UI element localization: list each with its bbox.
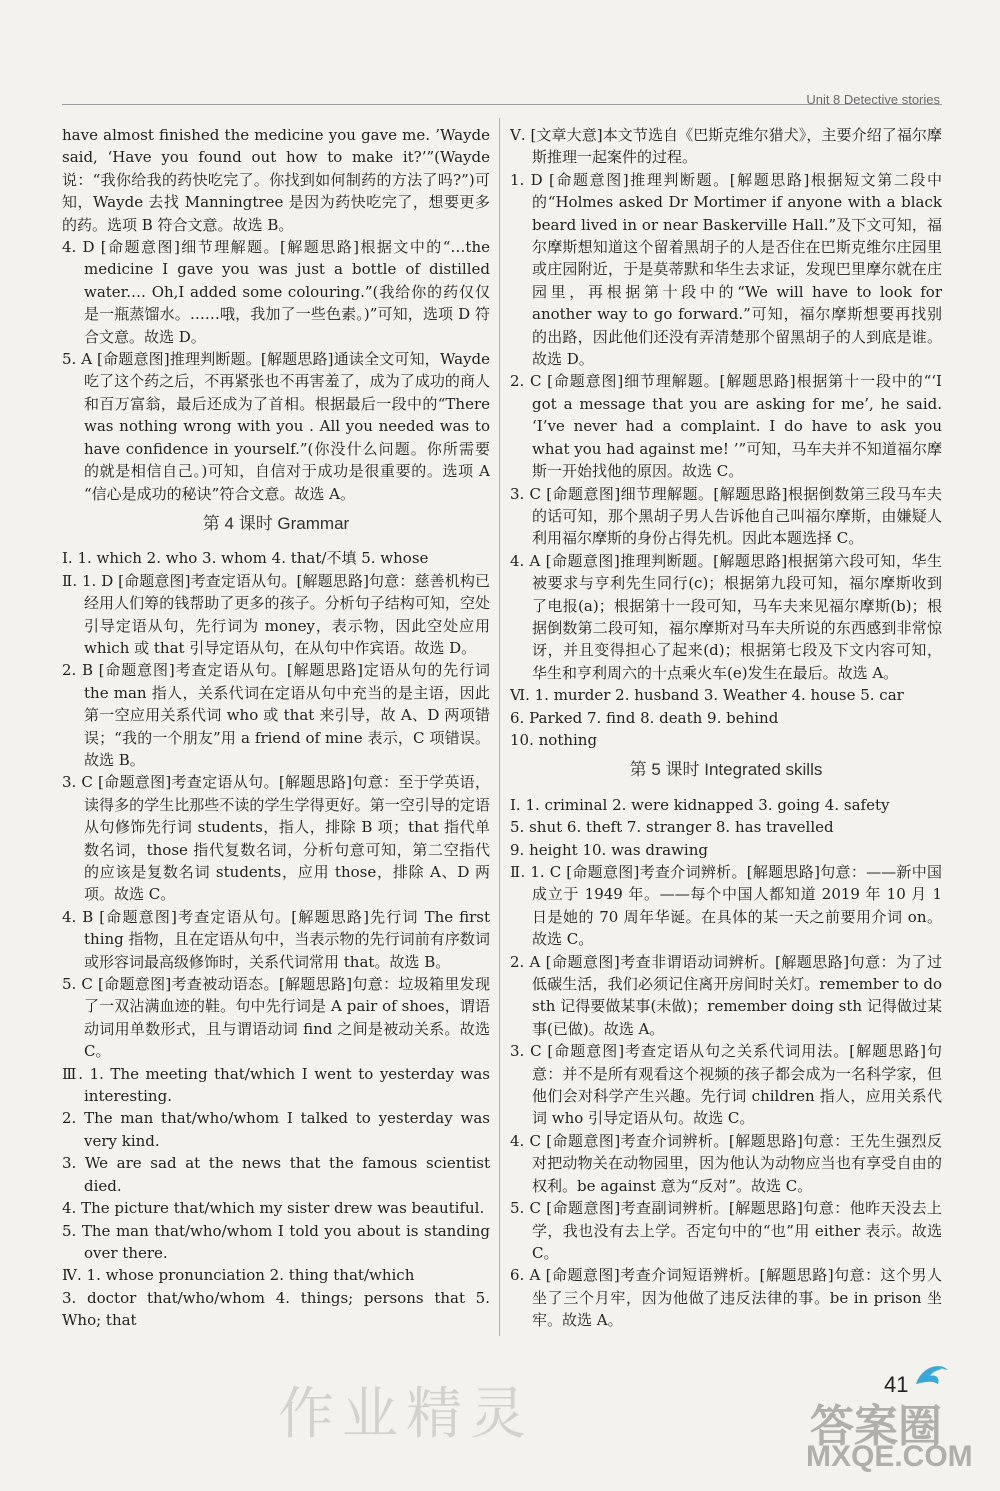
header-rule bbox=[62, 104, 942, 105]
answer-item: 9. height 10. was drawing bbox=[510, 840, 708, 859]
exercise-section: Ⅵ. 1. murder 2. husband 3. Weather 4. house 5. car bbox=[510, 686, 904, 705]
exercise-section: Ⅰ. 1. criminal 2. were kidnapped 3. going 4. safety bbox=[510, 795, 890, 814]
answer-item: 1. D [命题意图]推理判断题。[解题思路]根据短文第二段中的“Holmes asked Dr Mortimer if anyone with a black beard lived in or near Baskerville Hall.”及下文可知，福尔摩斯想知道这个留着黑胡子的人是否住在巴斯克维尔庄园里或庄园附近，于是莫蒂默和华生去求证，发现巴里摩尔就在庄园里，再根据第十段中的“We will have to look for another way to go forward.”可知，福尔摩斯想要再找别的出路，因此他们还没有弄清楚那个留黑胡子的人到底是谁。故选 D。 bbox=[510, 170, 942, 369]
answer-item: 2. The man that/who/whom I talked to yesterday was very kind. bbox=[62, 1109, 490, 1150]
running-header: Unit 8 Detective stories bbox=[806, 92, 940, 107]
exercise-section: Ⅱ. 1. D [命题意图]考查定语从句。[解题思路]句意：慈善机构已经用人们筹的钱帮助了更多的孩子。分析句子结构可知，空处引导定语从句，先行词为 money，表示物，因此空处应用 which 或 that 引导定语从句，在从句中作宾语。故选 D。 bbox=[62, 571, 490, 657]
stamp-logo: 答案圈 bbox=[810, 1401, 942, 1452]
exercise-section: Ⅲ. 1. The meeting that/which I went to yesterday was interesting. bbox=[62, 1064, 490, 1106]
answer-item: 3. C [命题意图]细节理解题。[解题思路]根据倒数第三段马车夫的话可知，那个黑胡子男人告诉他自己叫福尔摩斯，由嫌疑人利用福尔摩斯的身份占得先机。因此本题选择 C。 bbox=[510, 484, 942, 548]
answer-item: 3. C [命题意图]考查定语从句之关系代词用法。[解题思路]句意：并不是所有观看这个视频的孩子都会成为一名科学家，但他们会对科学产生兴趣。先行词 children 指人，应用关系代词 who 引导定语从句。故选 C。 bbox=[510, 1042, 942, 1128]
answer-item: 2. A [命题意图]考查非谓语动词辨析。[解题思路]句意：为了过低碳生活，我们必须记住离开房间时关灯。remember to do sth 记得要做某事(未做)；remember doing sth 记得做过某事(已做)。故选 A。 bbox=[510, 952, 942, 1038]
answer-item: 5. C [命题意图]考查被动语态。[解题思路]句意：垃圾箱里发现了一双沾满血迹的鞋。句中先行词是 A pair of shoes，谓语动词用单数形式，且与谓语动词 find 之间是被动关系。故选 C。 bbox=[62, 975, 490, 1061]
answer-item: 5. A [命题意图]推理判断题。[解题思路]通读全文可知，Wayde 吃了这个药之后，不再紧张也不再害羞了，成为了成功的商人和百万富翁，最后还成为了首相。根据最后一段中的“There was nothing wrong with you . All you needed was to have confidence in yourself.”(你没什么问题。你所需要的就是相信自己。)可知，自信对于成功是很重要的。选项 A “信心是成功的秘诀”符合文意。故选 A。 bbox=[62, 350, 490, 503]
answer-item: 4. C [命题意图]考查介词辨析。[解题思路]句意：王先生强烈反对把动物关在动物园里，因为他认为动物应当也有享受自由的权利。be against 意为“反对”。故选 C。 bbox=[510, 1131, 942, 1195]
answer-item: 4. The picture that/which my sister drew was beautiful. bbox=[62, 1199, 485, 1218]
section-title: 第 4 课时 Grammar bbox=[202, 513, 350, 533]
exercise-section: Ⅰ. 1. which 2. who 3. whom 4. that/不填 5. whose bbox=[62, 549, 429, 568]
column-divider bbox=[499, 118, 500, 1336]
answer-item: have almost finished the medicine you gave me. ’Wayde said, ‘Have you found out how to make it?’”(Wayde 说：“我你给我的药快吃完了。你找到如何制药的方法了吗?”)可知，Wayde 去找 Manningtree 是因为药快吃完了，想要更多的药。选项 B 符合文意。故选 B。 bbox=[62, 126, 490, 234]
answer-item: 2. B [命题意图]考查定语从句。[解题思路]定语从句的先行词 the man 指人，关系代词在定语从句中充当的是主语，因此第一空应用关系代词 who 或 that 来引导，故 A、D 两项错误；“我的一个朋友”用 a friend of mine 表示，C 项错误。故选 B。 bbox=[62, 661, 490, 769]
answer-item: 4. A [命题意图]推理判断题。[解题思路]根据第六段可知，华生被要求与亨利先生同行(c)；根据第九段可知，福尔摩斯收到了电报(a)；根据第十一段可知，马车夫来见福尔摩斯(b)；根据倒数第二段可知，福尔摩斯对马车夫所说的东西感到非常惊讶，并且变得担心了起来(d)；根据第七段及下文内容可知，华生和亨利周六的十点乘火车(e)发生在最后。故选 A。 bbox=[510, 551, 942, 682]
answer-item: 3. doctor that/who/whom 4. things; persons that 5. Who; that bbox=[62, 1288, 490, 1330]
answer-item: 5. The man that/who/whom I told you about is standing over there. bbox=[62, 1221, 490, 1262]
exercise-section: Ⅱ. 1. C [命题意图]考查介词辨析。[解题思路]句意：——新中国成立于 1949 年。——每个中国人都知道 2019 年 10 月 1 日是她的 70 周年华诞。在具体的某一天之前要用介词 on。故选 C。 bbox=[510, 863, 942, 949]
answer-item: 10. nothing bbox=[510, 730, 598, 749]
answer-item: 4. B [命题意图]考查定语从句。[解题思路]先行词 The first thing 指物，且在定语从句中，当表示物的先行词前有序数词或形容词最高级修饰时，关系代词常用 that。故选 B。 bbox=[62, 907, 490, 971]
answer-item: 5. C [命题意图]考查副词辨析。[解题思路]句意：他昨天没去上学，我也没有去上学。否定句中的“也”用 either 表示。故选 C。 bbox=[510, 1199, 942, 1262]
answer-item: 3. We are sad at the news that the famous scientist died. bbox=[62, 1154, 490, 1195]
answer-item: 4. D [命题意图]细节理解题。[解题思路]根据文中的“…the medicine I gave you was just a bottle of distilled water.… Oh,I added some colouring.”(我给你的药仅仅是一瓶蒸馏水。……哦，我加了一些色素。)”可知，选项 D 符合文意。故选 D。 bbox=[62, 238, 490, 346]
right-column bbox=[510, 124, 942, 1332]
exercise-section: Ⅳ. 1. whose pronunciation 2. thing that/which bbox=[62, 1266, 415, 1285]
page-number: 41 bbox=[884, 1372, 909, 1397]
answer-item: 6. A [命题意图]考查介词短语辨析。[解题思路]句意：这个男人坐了三个月牢，因为他做了违反法律的事。be in prison 坐牢。故选 A。 bbox=[510, 1266, 942, 1330]
answer-item: 2. C [命题意图]细节理解题。[解题思路]根据第十一段中的“‘I got a message that you are asking for me’, he said. ‘I’ve never had a complaint. I do have to ask you what you had against me! ’”可知，马车夫并不知道福尔摩斯一开始找他的原因。故选 C。 bbox=[510, 372, 942, 481]
stamp-url: MXQE.COM bbox=[806, 1440, 973, 1473]
exercise-section: Ⅴ. [文章大意]本文节选自《巴斯克维尔猎犬》，主要介绍了福尔摩斯推理一起案件的过程。 bbox=[510, 126, 942, 167]
answer-item: 5. shut 6. theft 7. stranger 8. has travelled bbox=[510, 818, 834, 837]
left-column bbox=[62, 124, 490, 1332]
answer-item: 6. Parked 7. find 8. death 9. behind bbox=[510, 708, 779, 727]
watermark-text: 作业精灵 bbox=[278, 1382, 534, 1447]
section-title: 第 5 课时 Integrated skills bbox=[629, 760, 823, 780]
answer-item: 3. C [命题意图]考查定语从句。[解题思路]句意：至于学英语，读得多的学生比那些不读的学生学得更好。第一空引导的定语从句修饰先行词 students，指人，排除 B 项；that 指代单数名词，those 指代复数名词，分析句意可知，第二空指代的应该是复数名词 students，应用 those，排除 A、D 两项。故选 C。 bbox=[62, 773, 490, 904]
